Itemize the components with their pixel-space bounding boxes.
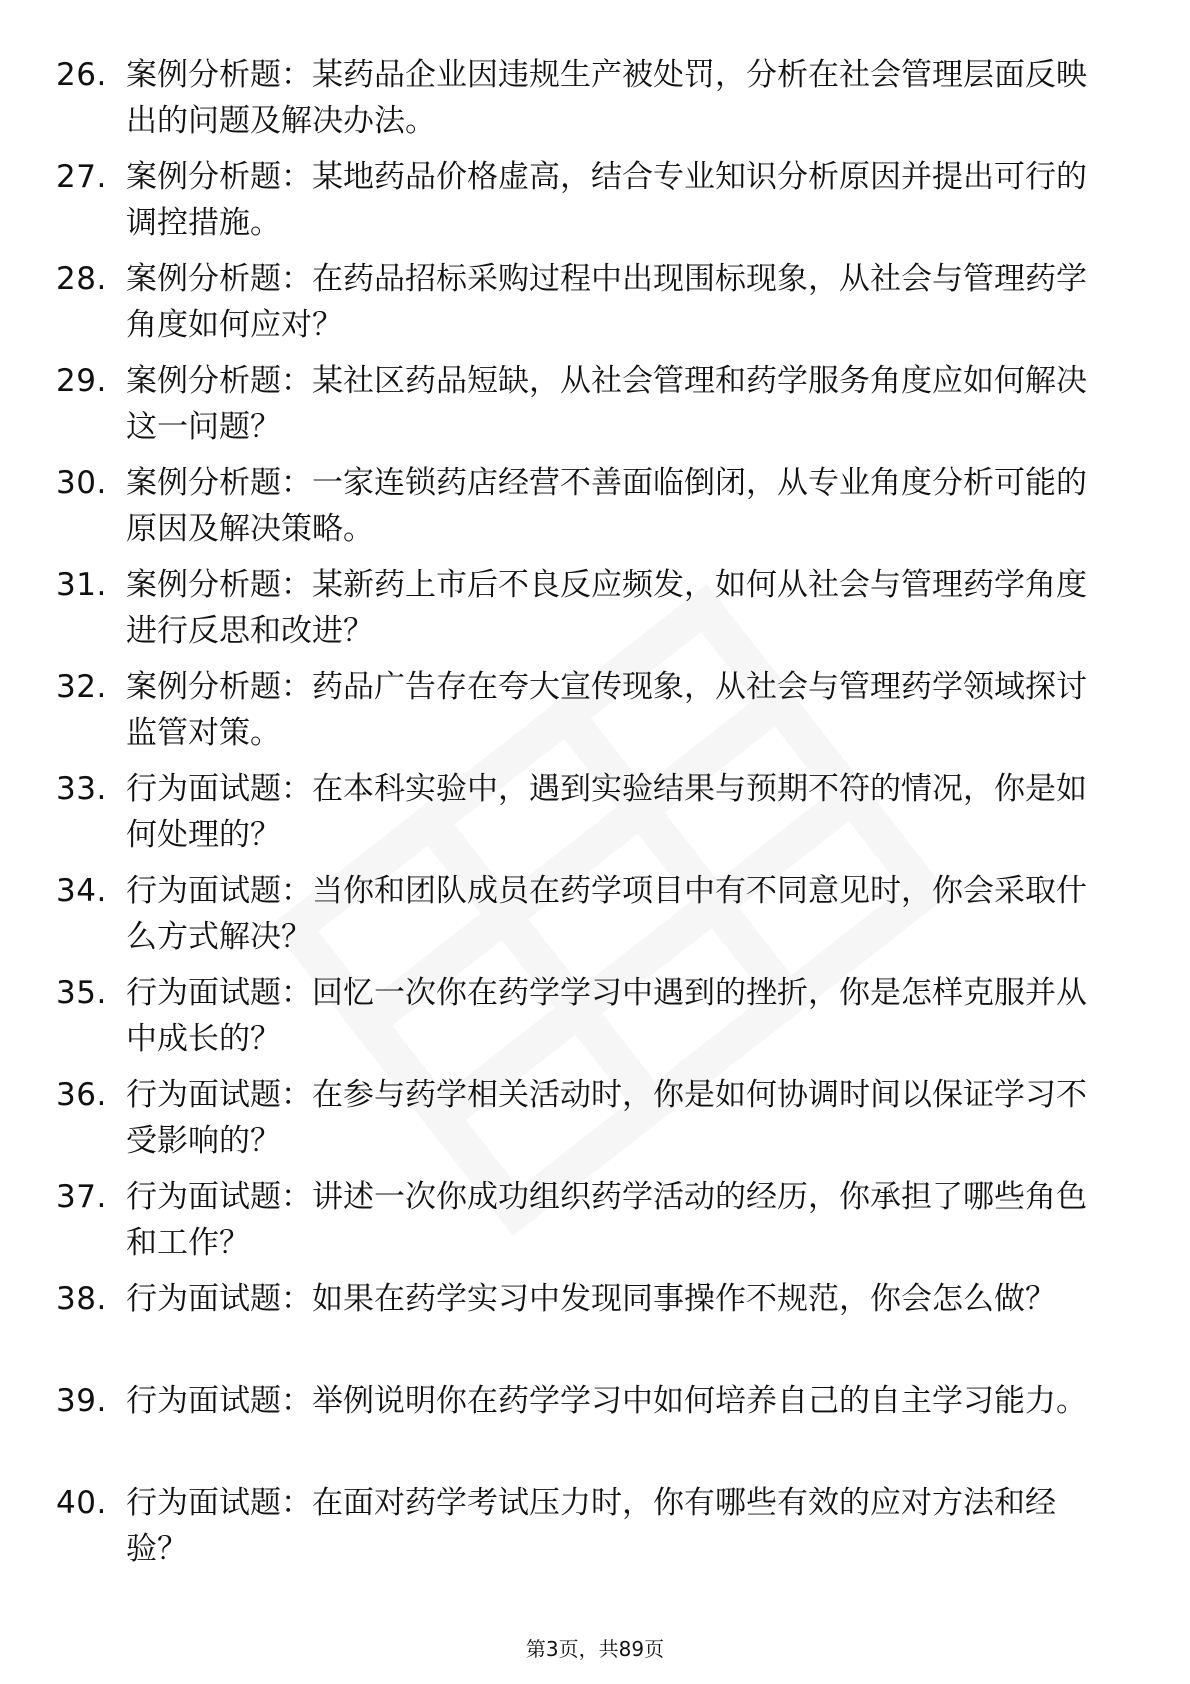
question-text: 行为面试题：回忆一次你在药学学习中遇到的挫折，你是怎样克服并从中成长的？: [126, 975, 1087, 1057]
question-text: 案例分析题：在药品招标采购过程中出现围标现象，从社会与管理药学角度如何应对？: [126, 261, 1087, 343]
question-item: [56, 868, 1116, 970]
question-number: 26.: [56, 57, 107, 93]
question-number: 33.: [56, 771, 107, 807]
question-item: [56, 1174, 1116, 1276]
question-number: 29.: [56, 363, 107, 399]
question-text: 行为面试题：举例说明你在药学学习中如何培养自己的自主学习能力。: [126, 1383, 1087, 1419]
page-indicator: 第3页，共89页: [525, 1637, 665, 1661]
question-text: 案例分析题：一家连锁药店经营不善面临倒闭，从专业角度分析可能的原因及解决策略。: [126, 465, 1087, 547]
question-text: 行为面试题：当你和团队成员在药学项目中有不同意见时，你会采取什么方式解决？: [126, 873, 1087, 955]
question-item: [56, 358, 1116, 460]
question-number: 31.: [56, 567, 107, 603]
question-text: 行为面试题：在本科实验中，遇到实验结果与预期不符的情况，你是如何处理的？: [126, 771, 1087, 853]
question-text: 行为面试题：在面对药学考试压力时，你有哪些有效的应对方法和经验？: [126, 1485, 1056, 1567]
question-number: 32.: [56, 669, 107, 705]
question-text: 案例分析题：某地药品价格虚高，结合专业知识分析原因并提出可行的调控措施。: [126, 159, 1087, 241]
question-number: 39.: [56, 1383, 107, 1419]
question-item: [56, 562, 1116, 664]
question-text: 案例分析题：某新药上市后不良反应频发，如何从社会与管理药学角度进行反思和改进？: [126, 567, 1087, 649]
question-item: [56, 256, 1116, 358]
question-number: 28.: [56, 261, 107, 297]
question-item: [56, 1480, 1116, 1582]
question-text: 案例分析题：某社区药品短缺，从社会管理和药学服务角度应如何解决这一问题？: [126, 363, 1087, 445]
question-number: 30.: [56, 465, 107, 501]
question-text: 案例分析题：某药品企业因违规生产被处罚，分析在社会管理层面反映出的问题及解决办法。: [126, 57, 1087, 139]
question-number: 34.: [56, 873, 107, 909]
question-item: [56, 1276, 1116, 1378]
question-text: 行为面试题：如果在药学实习中发现同事操作不规范，你会怎么做？: [126, 1281, 1056, 1317]
question-text: 行为面试题：在参与药学相关活动时，你是如何协调时间以保证学习不受影响的？: [126, 1077, 1087, 1159]
question-item: [56, 970, 1116, 1072]
question-number: 27.: [56, 159, 107, 195]
page-footer: [0, 1636, 1190, 1662]
question-number: 38.: [56, 1281, 107, 1317]
question-number: 36.: [56, 1077, 107, 1113]
question-item: [56, 154, 1116, 256]
question-list: [56, 52, 1116, 1582]
question-text: 行为面试题：讲述一次你成功组织药学活动的经历，你承担了哪些角色和工作？: [126, 1179, 1087, 1261]
question-text: 案例分析题：药品广告存在夸大宣传现象，从社会与管理药学领域探讨监管对策。: [126, 669, 1087, 751]
question-number: 40.: [56, 1485, 107, 1521]
question-item: [56, 664, 1116, 766]
question-item: [56, 52, 1116, 154]
question-number: 37.: [56, 1179, 107, 1215]
question-item: [56, 766, 1116, 868]
question-number: 35.: [56, 975, 107, 1011]
question-item: [56, 1378, 1116, 1480]
question-item: [56, 460, 1116, 562]
question-item: [56, 1072, 1116, 1174]
